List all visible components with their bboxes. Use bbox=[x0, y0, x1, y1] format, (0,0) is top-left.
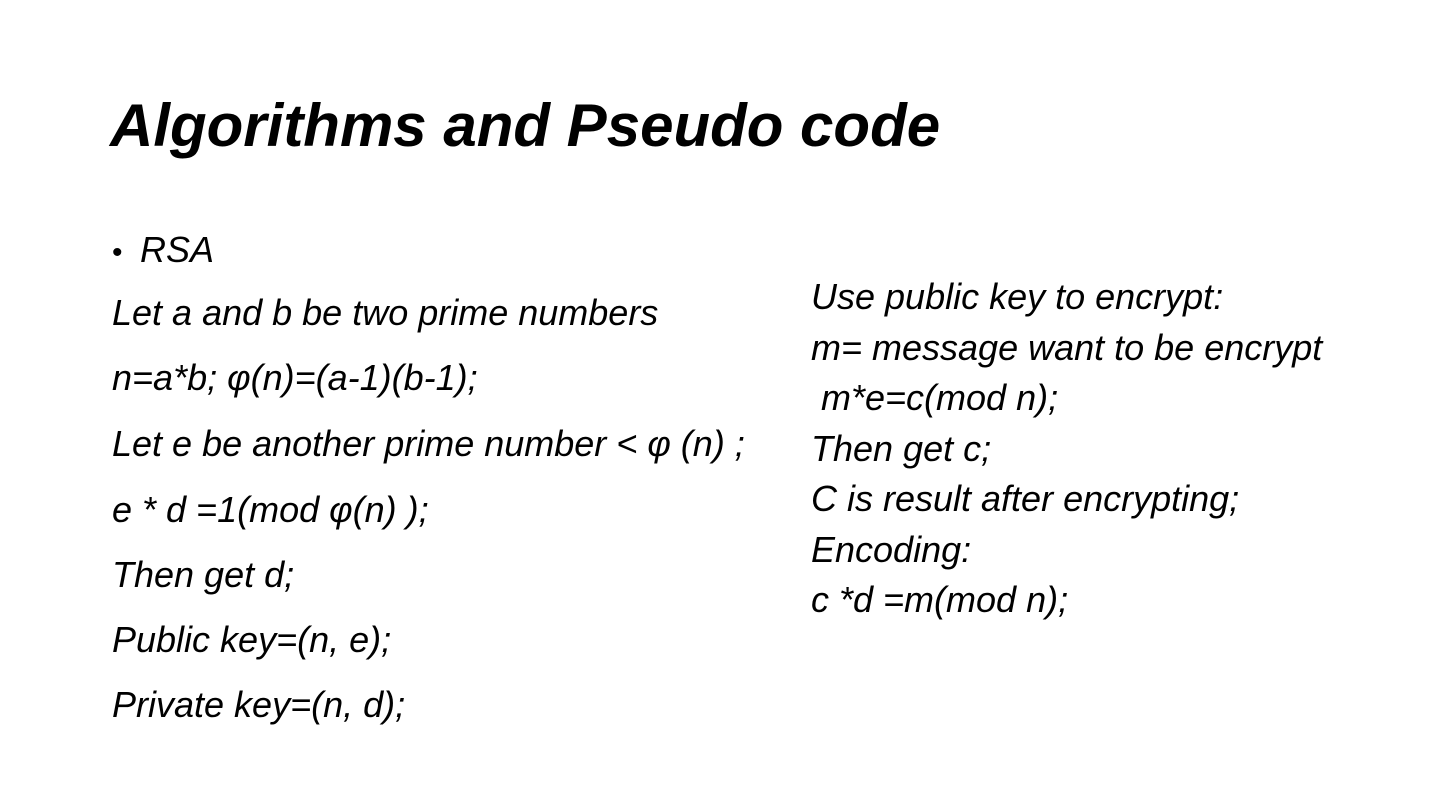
left-line-7: Private key=(n, d); bbox=[112, 684, 406, 725]
right-line-7: c *d =m(mod n); bbox=[811, 579, 1069, 620]
right-line-4: Then get c; bbox=[811, 427, 992, 469]
right-line-5: C is result after encrypting; bbox=[811, 478, 1240, 519]
left-line-6: Public key=(n, e); bbox=[112, 619, 392, 660]
left-line-4: e * d =1(mod φ(n) ); bbox=[112, 489, 429, 530]
bullet-text: RSA bbox=[140, 229, 215, 270]
right-line-3: m*e=c(mod n); bbox=[811, 377, 1059, 418]
right-line-1: Use public key to encrypt: bbox=[811, 276, 1224, 317]
right-line-6: Encoding: bbox=[811, 528, 972, 570]
left-line-2: n=a*b; φ(n)=(a-1)(b-1); bbox=[112, 357, 478, 398]
right-column bbox=[811, 272, 1331, 626]
slide-title: Algorithms and Pseudo code bbox=[110, 92, 941, 159]
left-column bbox=[112, 226, 772, 746]
left-line-5: Then get d; bbox=[112, 554, 295, 595]
right-line-2: m= message want to be encrypt bbox=[811, 326, 1323, 368]
left-line-3: Let e be another prime number < φ (n) ; bbox=[112, 423, 745, 464]
bullet-item bbox=[112, 226, 772, 277]
left-line-1: Let a and b be two prime numbers bbox=[112, 292, 659, 333]
bullet-dot-icon: • bbox=[112, 236, 123, 269]
